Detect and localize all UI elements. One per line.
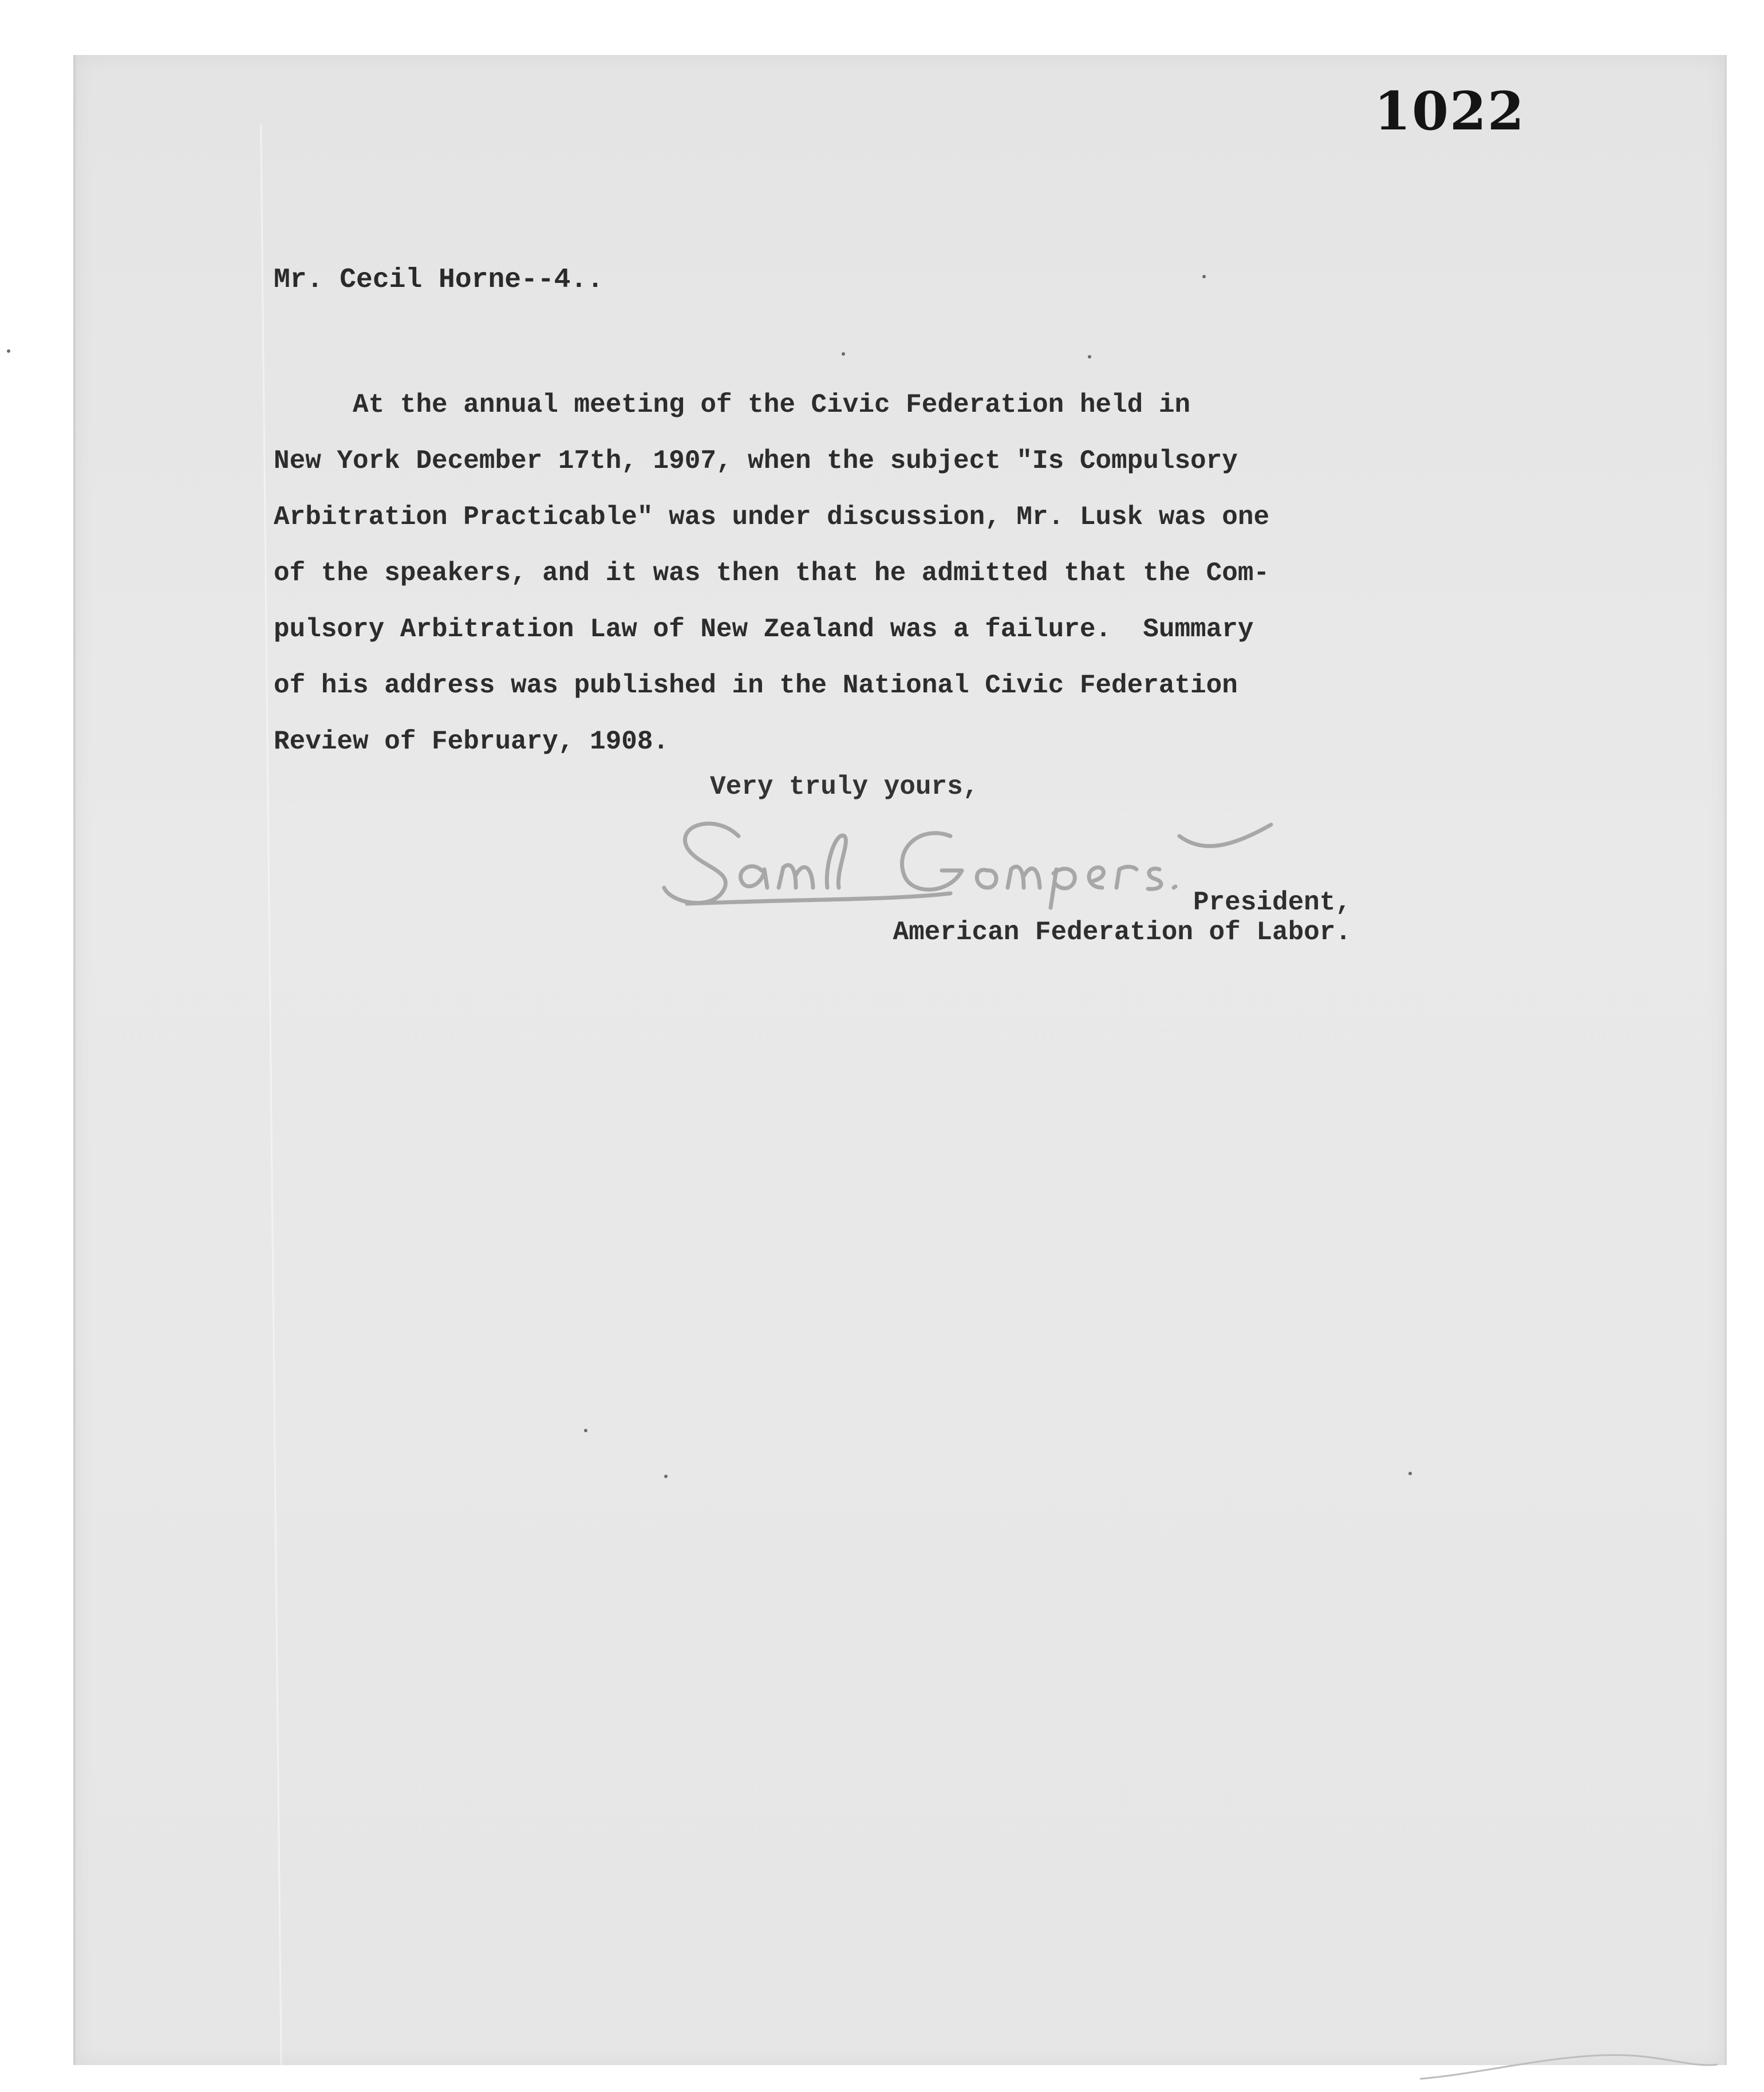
letter-body [274,377,1373,770]
paper-speck [1408,1472,1412,1475]
complimentary-close: Very truly yours, [710,772,979,802]
paper-speck [1202,275,1206,278]
signer-title: President, [1193,888,1351,917]
letter-page [73,55,1727,2065]
paper-speck [584,1429,587,1432]
recipient-page-reference: Mr. Cecil Horne--4.. [274,265,604,296]
paper-speck [1088,355,1091,358]
body-line: Review of February, 1908. [274,727,669,757]
page-number: 1022 [1374,80,1526,142]
paper-speck [664,1475,668,1478]
body-line: New York December 17th, 1907, when the subject "Is Compulsory [274,446,1238,476]
body-line: of his address was published in the National Civic Federation [274,671,1238,700]
body-line: pulsory Arbitration Law of New Zealand was a failure. Summary [274,614,1254,644]
signer-organization: American Federation of Labor. [893,917,1351,947]
signature-block [859,888,1351,947]
page-edge-curl [1420,2039,1718,2085]
body-line: of the speakers, and it was then that he admitted that the Com- [274,558,1270,588]
paper-speck [842,352,845,356]
body-line: Arbitration Practicable" was under discussion, Mr. Lusk was one [274,502,1270,532]
body-line: At the annual meeting of the Civic Federation held in [274,390,1191,420]
paper-speck [7,349,10,353]
